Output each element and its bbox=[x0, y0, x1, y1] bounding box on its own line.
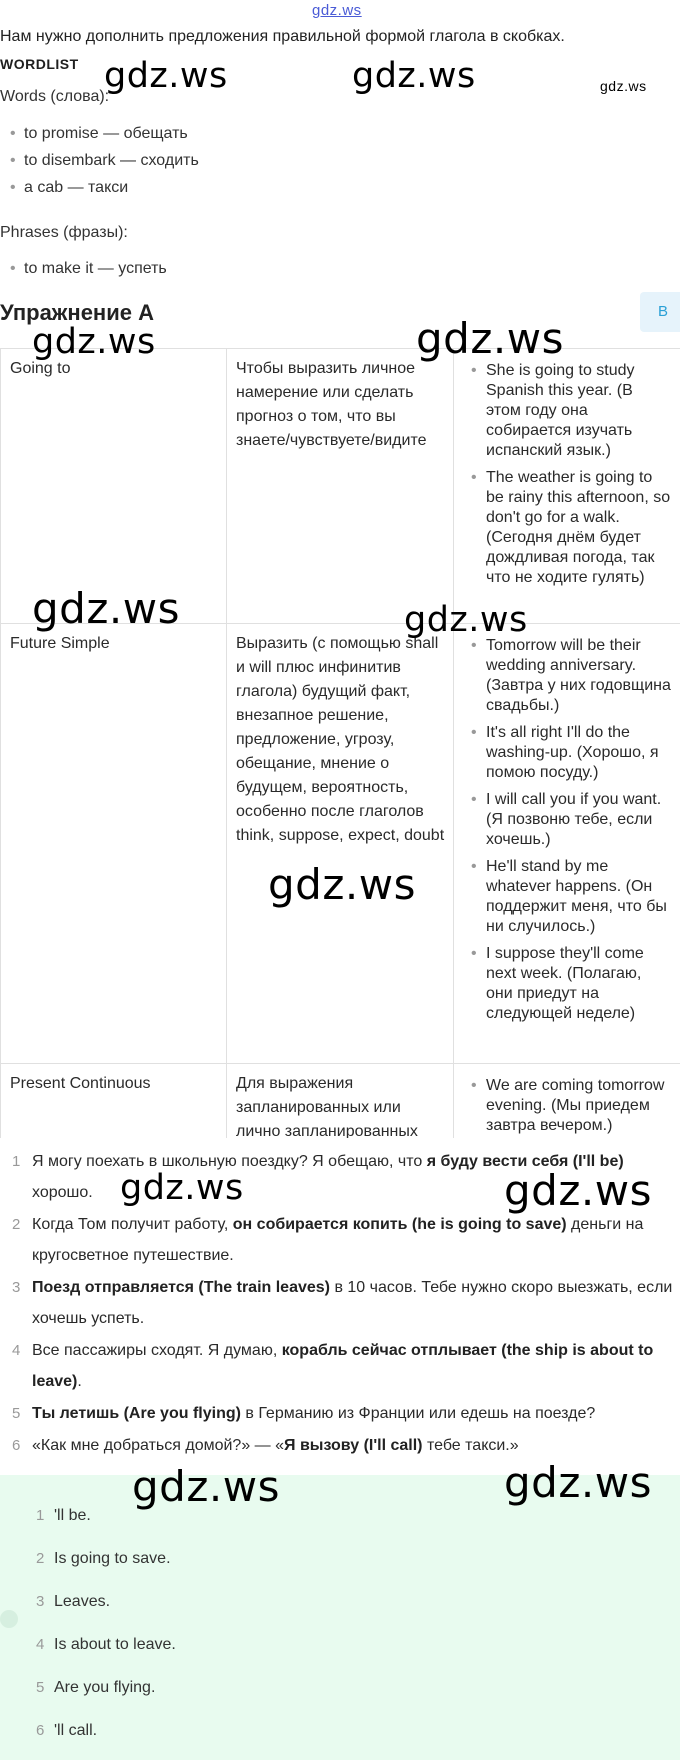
table-cell-examples bbox=[454, 349, 680, 624]
short-answer-number: 1 bbox=[36, 1507, 45, 1524]
answer-text: деньги на кругосветное путешествие. bbox=[32, 1216, 644, 1264]
grammar-table bbox=[0, 348, 680, 1138]
words-label: Words (слова): bbox=[0, 88, 110, 105]
table-cell-tense: Future Simple bbox=[1, 624, 227, 1064]
table-row bbox=[1, 1064, 680, 1139]
table-cell-usage: Чтобы выразить личное намерение или сделать прогноз о том, что вы знаете/чувствуете/видите bbox=[227, 349, 454, 624]
answer-highlight: Я вызову (I'll call) bbox=[284, 1437, 423, 1454]
short-answer-text: Are you flying. bbox=[54, 1679, 156, 1696]
short-answer-number: 4 bbox=[36, 1636, 45, 1653]
answer-text: в Германию из Франции или едешь на поезде? bbox=[240, 1405, 596, 1422]
short-answer-text: Is about to leave. bbox=[54, 1636, 176, 1653]
play-icon[interactable] bbox=[0, 1610, 18, 1628]
answer-text: тебе такси.» bbox=[422, 1437, 519, 1454]
table-cell-tense: Going to bbox=[1, 349, 227, 624]
watermark: gdz.ws bbox=[352, 56, 476, 96]
words-list bbox=[0, 120, 199, 201]
answer-text: в 10 часов. Тебе нужно скоро выезжать, если хочешь успеть. bbox=[32, 1279, 673, 1327]
list-item: • It's all right I'll do the washing-up. (Хорошо, я помою посуду.) bbox=[463, 723, 672, 783]
answer-number: 3 bbox=[12, 1279, 21, 1296]
short-answers-panel bbox=[0, 1475, 680, 1760]
phrases-label: Phrases (фразы): bbox=[0, 224, 128, 241]
table-row bbox=[1, 349, 680, 624]
short-answer-text: 'll call. bbox=[54, 1722, 98, 1739]
table-cell-usage: Для выражения запланированных или лично запланированных bbox=[227, 1064, 454, 1139]
list-item: • The weather is going to be rainy this afternoon, so don't go for a walk. (Сегодня днём будет дождливая погода, так что не ходите гулять) bbox=[463, 468, 672, 588]
watermark: gdz.ws bbox=[268, 860, 416, 909]
short-answer-number: 6 bbox=[36, 1722, 45, 1739]
answer-text: Я могу поехать в школьную поездку? Я обещаю, что bbox=[32, 1153, 427, 1170]
answer-text: Все пассажиры сходят. Я думаю, bbox=[32, 1342, 282, 1359]
answer-highlight: я буду вести себя (I'll be) bbox=[426, 1153, 624, 1170]
answer-item bbox=[0, 1335, 680, 1397]
short-answer-item bbox=[36, 1593, 111, 1611]
answer-text: «Как мне добраться домой?» — « bbox=[32, 1437, 285, 1454]
table-row bbox=[1, 624, 680, 1064]
watermark: gdz.ws bbox=[504, 1166, 652, 1215]
list-item: • She is going to study Spanish this year. (В этом году она собирается изучать испанский язык.) bbox=[463, 361, 672, 461]
short-answer-number: 2 bbox=[36, 1550, 45, 1567]
answer-number: 6 bbox=[12, 1437, 21, 1454]
answer-text: Когда Том получит работу, bbox=[32, 1216, 233, 1233]
watermark: gdz.ws bbox=[32, 584, 180, 633]
answer-highlight: Ты летишь (Are you flying) bbox=[32, 1405, 241, 1422]
list-item: • We are coming tomorrow evening. (Мы приедем завтра вечером.) bbox=[463, 1076, 672, 1136]
short-answer-text: Leaves. bbox=[54, 1593, 111, 1610]
answer-text: . bbox=[77, 1373, 82, 1390]
short-answer-text: Is going to save. bbox=[54, 1550, 171, 1567]
watermark: gdz.ws bbox=[132, 1462, 280, 1511]
table-cell-examples bbox=[454, 624, 680, 1064]
list-item: • to make it — успеть bbox=[0, 255, 167, 282]
short-answer-number: 3 bbox=[36, 1593, 45, 1610]
answer-number: 2 bbox=[12, 1216, 21, 1233]
answer-number: 4 bbox=[12, 1342, 21, 1359]
answer-highlight: Поезд отправляется (The train leaves) bbox=[32, 1279, 330, 1296]
answer-highlight: корабль сейчас отплывает (the ship is about to leave) bbox=[32, 1342, 654, 1390]
answer-item bbox=[0, 1398, 680, 1429]
list-item: • He'll stand by me whatever happens. (Он поддержит меня, что бы ни случилось.) bbox=[463, 857, 672, 937]
list-item: • to disembark — сходить bbox=[0, 147, 199, 174]
wordlist-title: WORDLIST bbox=[0, 56, 79, 72]
phrases-list bbox=[0, 255, 167, 282]
watermark: gdz.ws bbox=[32, 322, 156, 362]
short-answer-number: 5 bbox=[36, 1679, 45, 1696]
watermark: gdz.ws bbox=[104, 56, 228, 96]
exercise-tab-button[interactable]: В bbox=[640, 292, 680, 332]
short-answer-item bbox=[36, 1636, 176, 1654]
answer-number: 1 bbox=[12, 1153, 21, 1170]
answer-number: 5 bbox=[12, 1405, 21, 1422]
answer-item bbox=[0, 1430, 680, 1461]
table-cell-examples bbox=[454, 1064, 680, 1139]
watermark: gdz.ws bbox=[416, 314, 564, 363]
list-item: • I will call you if you want. (Я позвоню тебе, если хочешь.) bbox=[463, 790, 672, 850]
list-item: • Tomorrow will be their wedding anniversary. (Завтра у них годовщина свадьбы.) bbox=[463, 636, 672, 716]
watermark: gdz.ws bbox=[600, 78, 647, 94]
short-answer-text: 'll be. bbox=[54, 1507, 91, 1524]
watermark: gdz.ws bbox=[120, 1168, 244, 1208]
list-item: • a cab — такси bbox=[0, 174, 199, 201]
answer-item bbox=[0, 1209, 680, 1271]
task-intro: Нам нужно дополнить предложения правильной формой глагола в скобках. bbox=[0, 28, 565, 45]
list-item: • I suppose they'll come next week. (Полагаю, они приедут на следующей неделе) bbox=[463, 944, 672, 1024]
short-answer-item bbox=[36, 1722, 98, 1740]
table-cell-usage: Выразить (с помощью shall и will плюс инфинитив глагола) будущий факт, внезапное решение, предложение, угрозу, обещание, мнение о будущем, вероятность, особенно после глаголов think, suppose, expect, doubt bbox=[227, 624, 454, 1064]
table-cell-tense: Present Continuous bbox=[1, 1064, 227, 1139]
site-link[interactable]: gdz.ws bbox=[312, 2, 362, 19]
exercise-heading: Упражнение A bbox=[0, 300, 154, 325]
short-answer-item bbox=[36, 1550, 171, 1568]
watermark: gdz.ws bbox=[404, 600, 528, 640]
answer-item bbox=[0, 1272, 680, 1334]
answer-text: хорошо. bbox=[32, 1184, 93, 1201]
watermark: gdz.ws bbox=[504, 1458, 652, 1507]
list-item: • to promise — обещать bbox=[0, 120, 199, 147]
answer-highlight: он собирается копить (he is going to save) bbox=[232, 1216, 567, 1233]
short-answer-item bbox=[36, 1679, 156, 1697]
short-answer-item bbox=[36, 1507, 91, 1525]
